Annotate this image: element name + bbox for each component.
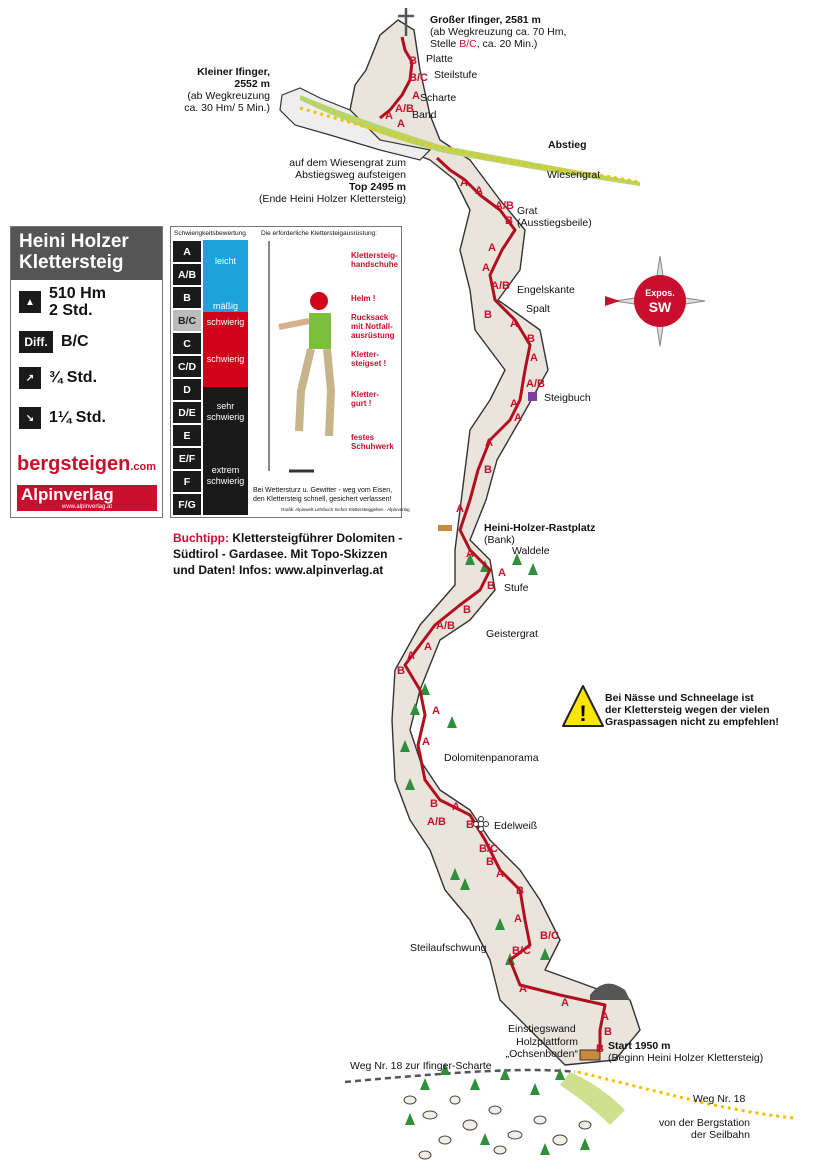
route-grade: A <box>424 641 432 653</box>
bottom-meadow <box>560 1072 625 1125</box>
route-grade: B <box>409 55 417 67</box>
route-grade: B <box>463 604 471 616</box>
route-grade: A <box>397 118 405 130</box>
label-bergstation: von der Bergstation der Seilbahn <box>658 1117 750 1141</box>
route-grade: A <box>460 177 468 189</box>
descent-time-row: ↘ 1¼ Std. <box>19 407 106 429</box>
route-grade: B/C <box>512 945 531 957</box>
label-rastplatz: Heini-Holzer-Rastplatz (Bank) <box>484 522 596 546</box>
route-grade: A <box>530 352 538 364</box>
grade-credit: Grafik: Alpinwelt Lehrbuch Sicher Klettersteiggehen - Alpinverlag <box>281 507 410 512</box>
boulder-field <box>404 1096 591 1159</box>
route-grade: A/B <box>436 620 455 632</box>
route-title: Heini Holzer Klettersteig <box>11 227 162 280</box>
route-grade: A <box>510 318 518 330</box>
route-grade: A <box>498 567 506 579</box>
route-grade: B <box>596 1043 604 1055</box>
label-abstieg: Abstieg <box>548 139 587 151</box>
label-dolomitenpanorama: Dolomitenpanorama <box>444 752 539 764</box>
label-steilaufschwung: Steilaufschwung <box>410 942 487 954</box>
hiker-up-icon: ↗ <box>19 367 41 389</box>
route-grade: B <box>466 819 474 831</box>
route-grade: A/B <box>495 200 514 212</box>
grade-letter: A/B <box>173 264 201 285</box>
route-grade: A <box>514 412 522 424</box>
summit-info-1: (ab Wegkreuzung ca. 70 Hm, <box>430 26 567 38</box>
route-grade: B <box>505 215 513 227</box>
elevation-time-row: ▲ 510 Hm 2 Std. <box>19 285 106 319</box>
label-weg18: Weg Nr. 18 <box>693 1093 746 1105</box>
label-geistergrat: Geistergrat <box>486 628 538 640</box>
difficulty-badge: Diff. <box>19 331 53 353</box>
route-grade: B <box>484 464 492 476</box>
route-grade: A <box>456 503 464 515</box>
label-wiesengrat: Wiesengrat <box>547 169 601 181</box>
kleiner-ifinger-label: Kleiner Ifinger, 2552 m (ab Wegkreuzung ca. 30 Hm/ 5 Min.) <box>184 66 270 114</box>
route-grade: A <box>452 801 460 813</box>
grade-letter: E <box>173 425 201 446</box>
bench-icon <box>438 525 452 531</box>
summit-name: Großer Ifinger, 2581 m <box>430 14 541 26</box>
route-grade: A <box>514 913 522 925</box>
route-grade: B/C <box>409 72 428 84</box>
entry-boulder <box>590 984 630 1000</box>
svg-text:!: ! <box>579 701 587 726</box>
compass-exposition-value: SW <box>648 299 672 315</box>
route-grade: A <box>519 983 527 995</box>
grade-letter: E/F <box>173 448 201 469</box>
label-einstiegswand: Einstiegswand <box>508 1023 576 1035</box>
label-stufe: Stufe <box>504 582 529 594</box>
route-grade: B/C <box>479 843 498 855</box>
label-start: Start 1950 m (Beginn Heini Holzer Klettersteig) <box>608 1040 764 1064</box>
route-grade: B <box>397 665 405 677</box>
alpinverlag-logo: Alpinverlag www.alpinverlag.at <box>17 485 157 511</box>
route-grade: B <box>604 1026 612 1038</box>
grade-letter: A <box>173 241 201 262</box>
ascent-time-row: ↗ ¾ Std. <box>19 367 97 389</box>
label-waldele: Waldele <box>512 545 550 557</box>
steigbuch-icon <box>528 392 537 401</box>
grade-letter: D <box>173 379 201 400</box>
label-band: Band <box>412 109 437 121</box>
eq-rucksack: Rucksack mit Notfall- ausrüstung <box>351 313 395 340</box>
label-steigbuch: Steigbuch <box>544 392 591 404</box>
route-grade: B <box>487 580 495 592</box>
eq-klettergurt: Kletter- gurt ! <box>351 390 380 408</box>
grade-letter: D/E <box>173 402 201 423</box>
route-grade: A <box>385 110 393 122</box>
bergsteigen-logo: bergsteigen.com <box>17 453 157 475</box>
grade-letter: B <box>173 287 201 308</box>
cat-sehr-schwierig: sehr schwierig <box>203 387 248 437</box>
route-grade: B <box>484 309 492 321</box>
warning-text: Bei Nässe und Schneelage ist der Klettersteig wegen der vielen Graspassagen nicht zu empfehlen! <box>605 692 779 728</box>
label-spalt: Spalt <box>526 303 550 315</box>
hiker-down-icon: ↘ <box>19 407 41 429</box>
route-grade: B <box>527 333 535 345</box>
route-grade: A/B <box>526 378 545 390</box>
route-grade: A/B <box>427 816 446 828</box>
route-grade: A <box>432 705 440 717</box>
route-grade: A <box>407 650 415 662</box>
label-scharte: Scharte <box>420 92 457 104</box>
route-grade: A <box>496 868 504 880</box>
route-grade: A/B <box>395 103 414 115</box>
route-grade: B/C <box>540 930 559 942</box>
label-holzplattform: Holzplattform „Ochsenboden“ <box>505 1036 578 1060</box>
route-grade: A <box>475 185 483 197</box>
route-grade: A <box>561 997 569 1009</box>
eq-helm: Helm ! <box>351 294 376 303</box>
route-grade: A <box>488 242 496 254</box>
route-info-panel <box>10 226 163 518</box>
weather-note: Bei Wettersturz u. Gewitter - weg vom Eisen, den Klettersteig schnell, gesichert verlassen! <box>253 487 393 503</box>
route-grade: B <box>516 885 524 897</box>
label-edelweiss: Edelweiß <box>494 820 538 832</box>
book-tip: Buchtipp: Klettersteigführer Dolomiten - Südtirol - Gardasee. Mit Topo-Skizzen und Daten! Infos: www.alpinverlag.at <box>173 531 403 577</box>
label-engelskante: Engelskante <box>517 284 575 296</box>
route-grade: A <box>412 90 420 102</box>
cat-maessig: mäßig <box>203 282 248 312</box>
eq-klettersteigset: Kletter- steigset ! <box>351 350 387 368</box>
eq-schuhwerk: festes Schuhwerk <box>351 433 394 451</box>
route-grade: A <box>601 1011 609 1023</box>
climber-icon: ▲ <box>19 291 41 313</box>
warning-icon <box>563 686 603 726</box>
label-steilstufe: Steilstufe <box>434 69 478 81</box>
summit-info-2: Stelle B/C, ca. 20 Min.) <box>430 38 538 50</box>
grade-letter: F/G <box>173 494 201 515</box>
route-grade: A <box>466 548 474 560</box>
route-grade: A <box>482 262 490 274</box>
grade-letter: C/D <box>173 356 201 377</box>
cat-schwierig-2: schwierig <box>203 332 248 387</box>
route-grade: A <box>510 398 518 410</box>
summit-label <box>430 14 566 50</box>
label-weg18-scharte: Weg Nr. 18 zur Ifinger-Scharte <box>350 1060 492 1072</box>
label-grat: Grat (Ausstiegsbeile) <box>517 205 592 229</box>
difficulty-scale-panel <box>170 226 410 518</box>
grade-letter: B/C <box>173 310 201 331</box>
route-grade: A/B <box>491 280 510 292</box>
cat-extrem-schwierig: extrem schwierig <box>203 437 248 515</box>
route-grade: B <box>486 856 494 868</box>
route-grade: A <box>422 736 430 748</box>
cat-leicht: leicht <box>203 240 248 282</box>
grade-letter: F <box>173 471 201 492</box>
equipment-header: Die erforderliche Klettersteigausrüstung: <box>261 230 377 237</box>
difficulty-row: Diff. B/C <box>19 331 89 353</box>
scale-header: Schwierigkeitsbewertung <box>174 230 246 237</box>
label-wiesengrat-hint: auf dem Wiesengrat zum Abstiegsweg aufsteigen Top 2495 m (Ende Heini Holzer Klettersteig) <box>258 157 406 205</box>
route-grade: B <box>430 798 438 810</box>
grade-letter: C <box>173 333 201 354</box>
compass-exposition-label: Expos. <box>645 288 675 298</box>
route-grade: A <box>485 437 493 449</box>
label-platte: Platte <box>426 53 453 65</box>
eq-handschuhe: Klettersteig- handschuhe <box>351 251 399 269</box>
cat-schwierig-1: schwierig <box>203 312 248 332</box>
